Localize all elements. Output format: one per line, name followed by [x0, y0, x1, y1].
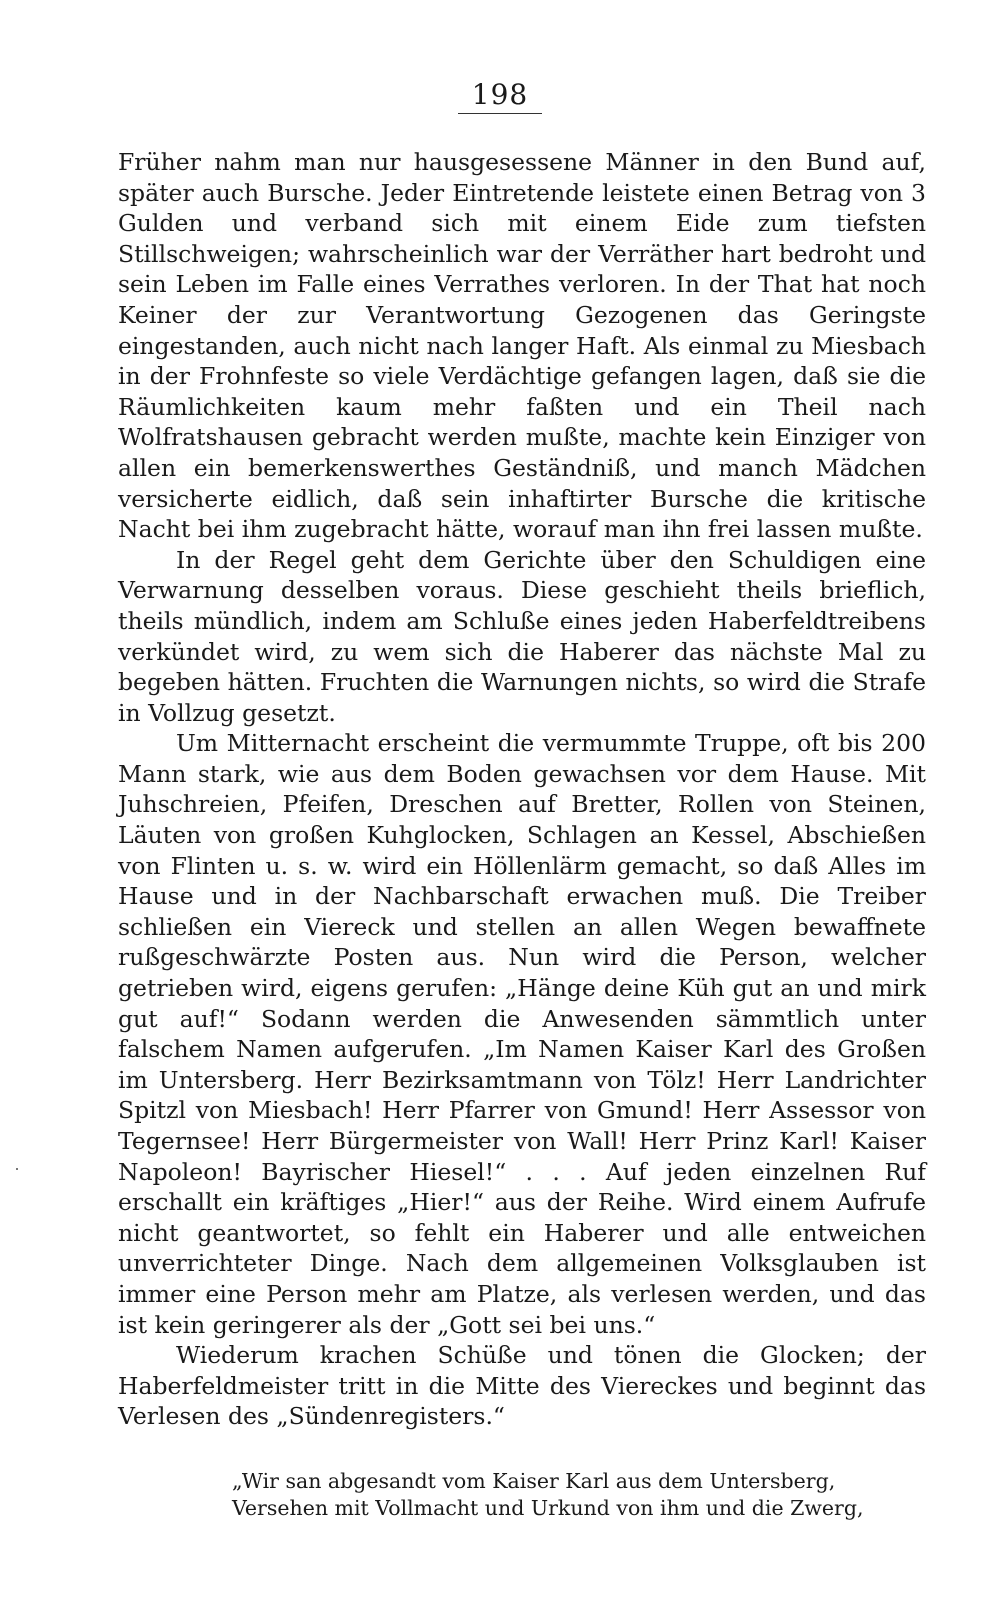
- verse-quote: [232, 1468, 932, 1522]
- verse-line-2: Versehen mit Vollmacht und Urkund von ihm und die Zwerg,: [232, 1496, 864, 1520]
- verse-line-1: „Wir san abgesandt vom Kaiser Karl aus dem Untersberg,: [232, 1469, 836, 1493]
- page-number: 198: [458, 78, 542, 114]
- scan-speck: [16, 1168, 18, 1170]
- paragraph-1: Früher nahm man nur hausgesessene Männer in den Bund auf, später auch Bursche. Jeder Eintretende leistete einen Betrag von 3 Gulden und verband sich mit einem Eide zum tiefsten Stillschweigen; wahrscheinlich war der Verräther hart bedroht und sein Leben im Falle eines Verrathes verloren. In der That hat noch Keiner der zur Verantwortung Gezogenen das Geringste eingestanden, auch nicht nach langer Haft. Als einmal zu Miesbach in der Frohnfeste so viele Verdächtige gefangen lagen, daß sie die Räumlichkeiten kaum mehr faßten und ein Theil nach Wolfratshausen gebracht werden mußte, machte kein Einziger von allen ein bemerkenswerthes Geständniß, und manch Mädchen versicherte eidlich, daß sein inhaftirter Bursche die kritische Nacht bei ihm zugebracht hätte, worauf man ihn frei lassen mußte.: [118, 148, 926, 544]
- body-text: [118, 147, 926, 1432]
- paragraph-3: Um Mitternacht erscheint die vermummte Truppe, oft bis 200 Mann stark, wie aus dem Boden gewachsen vor dem Hause. Mit Juhschreien, Pfeifen, Dreschen auf Bretter, Rollen von Steinen, Läuten von großen Kuhglocken, Schlagen an Kessel, Abschießen von Flinten u. s. w. wird ein Höllenlärm gemacht, so daß Alles im Hause und in der Nachbarschaft erwachen muß. Die Treiber schließen ein Viereck und stellen an allen Wegen bewaffnete rußgeschwärzte Posten aus. Nun wird die Person, welcher getrieben wird, eigens gerufen: „Hänge deine Küh gut an und mirk gut auf!“ Sodann werden die Anwesenden sämmtlich unter falschem Namen aufgerufen. „Im Namen Kaiser Karl des Großen im Untersberg. Herr Bezirksamtmann von Tölz! Herr Landrichter Spitzl von Miesbach! Herr Pfarrer von Gmund! Herr Assessor von Tegernsee! Herr Bürgermeister von Wall! Herr Prinz Karl! Kaiser Napoleon! Bayrischer Hiesel!“ . . . Auf jeden einzelnen Ruf erschallt ein kräftiges „Hier!“ aus der Reihe. Wird einem Aufrufe nicht geantwortet, so fehlt ein Haberer und alle entweichen unverrichteter Dinge. Nach dem allgemeinen Volksglauben ist immer eine Person mehr am Platze, als verlesen werden, und das ist kein geringerer als der „Gott sei bei uns.“: [118, 729, 926, 1339]
- page-header: [0, 78, 1000, 114]
- paragraph-4: Wiederum krachen Schüße und tönen die Glocken; der Haberfeldmeister tritt in die Mitte des Viereckes und beginnt das Verlesen des „Sündenregisters.“: [118, 1341, 926, 1431]
- paragraph-2: In der Regel geht dem Gerichte über den Schuldigen eine Verwarnung desselben voraus. Diese geschieht theils brieflich, theils mündlich, indem am Schluße eines jeden Haberfeldtreibens verkündet wird, zu wem sich die Haberer das nächste Mal zu begeben hätten. Fruchten die Warnungen nichts, so wird die Strafe in Vollzug gesetzt.: [118, 545, 926, 727]
